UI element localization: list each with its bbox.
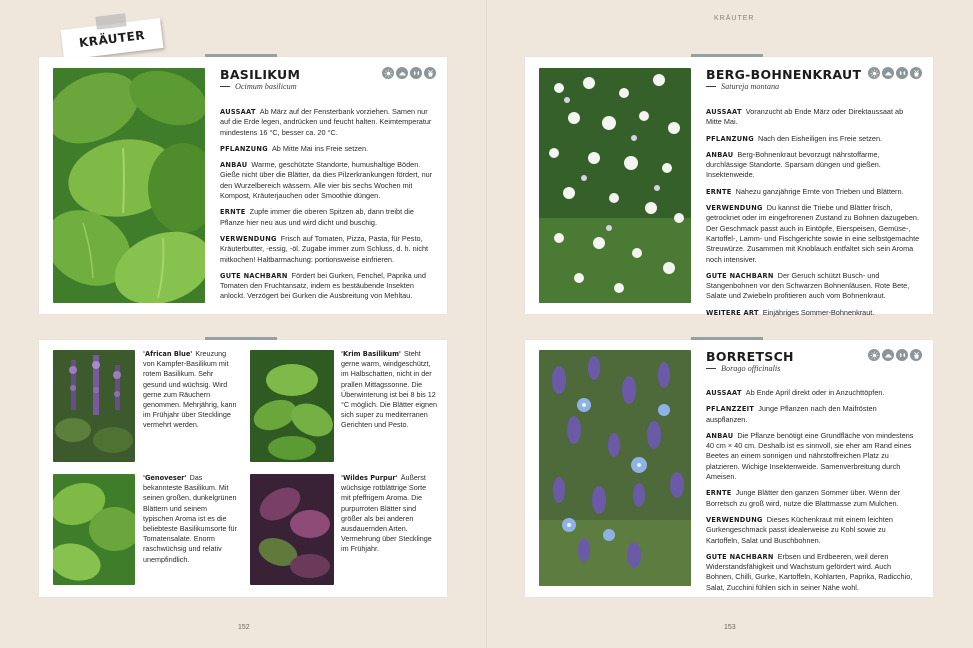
bohnenkraut-photo [539,68,691,303]
sun-icon [868,67,880,79]
basilikum-text: AUSSAAT Ab März auf der Fensterbank vorziehen. Samen nur auf die Erde legen, andrücken und feucht halten. Keimtemperatur mindestens 16 °C, besser ca. 20 °C. PFLANZUNG Ab Mitte Mai ins Freie setzen. ANBAU Warme, geschützte Standorte, humushaltige Böden. Gieße nicht über die Blätter, da dies Pilzerkrankungen fördert, nur den Wurzelbereich wässern. Alle vier bis sechs Wochen mit Kompost, Kräuterjauchen oder Smoothie düngen. ERNTE Zupfe immer die oberen Spitzen ab, dann treibt die Pflanze hier neu aus und wird dicht und buschig. VERWENDUNG Frisch auf Tomaten, Pizza, Pasta, für Pesto, Kräuterbutter, -essig, -öl. Zugabe immer zum Schluss, d. h. nicht mitkochen! Haltbarmachung: portionsweise einfrieren. GUTE NACHBARN Fördert bei Gurken, Fenchel, Paprika und Tomaten den Fruchtansatz, indem es bestäubende Insekten anlockt. Verzögert bei Gurken die Ausbreitung von Mehltau. [220,107,433,301]
pot-icon [910,67,922,79]
sun-icon [868,349,880,361]
running-head: KRÄUTER [714,15,755,22]
borretsch-photo [539,350,691,586]
entry-title: BERG-BOHNENKRAUT [706,67,862,82]
pot-icon [910,349,922,361]
variety-african-blue: 'African Blue' Kreuzung von Kampfer-Basilikum mit rotem Basilikum. Sehr gesund und wüchsig. Wird gerne zum Räuchern genommen. Mehrjährig, kann im Frühjahr über Stecklinge vermehrt werden. [143,349,237,430]
entry-latin-name: Borago officinalis [706,364,780,373]
card-accent-bar [691,337,763,340]
water-drops-icon [896,67,908,79]
pot-icon [424,67,436,79]
care-icons [382,67,436,79]
entry-latin-name: Ocimum basilicum [220,82,297,91]
variety-krim-basilikum: 'Krim Basilikum' Steht gerne warm, windgeschützt, im Halbschatten, nicht in der prallen Mittagssonne. Die Überwinterung ist bei 8 bis 12 °C möglich. Die Blätter eignen sich super zu mediterranen Gerichten und Pesto. [341,349,437,430]
african-blue-photo [53,350,135,462]
entry-title: BORRETSCH [706,349,794,364]
card-accent-bar [205,337,277,340]
variety-genoveser: 'Genoveser' Das bekannteste Basilikum. Mit seinen großen, dunkelgrünen Blättern und seinem typischen Aroma ist es die beliebteste Basilikumsorte für Tomatensalate. Enorm raschwüchsig und relativ unempfindlich. [143,473,237,564]
chapter-tab-label: KRÄUTER [61,18,164,60]
basil-photo [53,68,205,303]
card-borretsch [525,340,933,597]
krim-basil-photo [250,350,334,462]
card-berg-bohnenkraut [525,57,933,317]
half-shade-icon [396,67,408,79]
variety-wildes-purpur: 'Wildes Purpur' Äußerst wüchsige rotblättrige Sorte mit pfeffrigem Aroma. Die purpurroten Blätter sind größer als bei anderen ausdauernden Arten. Vermehrung über Stecklinge im Frühjahr. [341,473,432,554]
page-number-left: 152 [238,624,250,631]
card-basil-varieties [39,340,447,597]
book-fold [486,0,488,648]
card-basilikum [39,57,447,314]
page-number-right: 153 [724,624,736,631]
genoveser-photo [53,474,135,585]
water-drops-icon [410,67,422,79]
half-shade-icon [882,349,894,361]
care-icons [868,67,922,79]
entry-latin-name: Satureja montana [706,82,779,91]
card-accent-bar [205,54,277,57]
entry-title: BASILIKUM [220,67,301,82]
card-accent-bar [691,54,763,57]
borretsch-text: AUSSAAT Ab Ende April direkt oder in Anzuchttöpfen. PFLANZZEIT Junge Pflanzen nach den Maifrösten auspflanzen. ANBAU Die Pflanze benötigt eine Grundfläche von mindestens 40 cm × 40 cm. Deshalb ist es sinnvoll, sie eher am Rand eines Beetes an einem sonnigen und nährstoffreichen Platz zu platzieren. Wichige Insektenweide. Samenverbreitung durch Ameisen. ERNTE Junge Blätter den ganzen Sommer über. Wenn der Borretsch zu groß wird, nutze die Blattmasse zum Mulchen. VERWENDUNG Dieses Küchenkraut mit einem leichten Gurkengeschmack passt idealerweise zu Kohl sowie zu Kartoffeln, Salat und Buschbohnen. GUTE NACHBARN Erbsen und Erdbeeren, weil deren Widerstandsfähigkeit und Wachstum gefördert wird. Auch Bohnen, Chilli, Gurke, Kartoffeln, Kohlarten, Paprika, Radicchio, Salat, Zucchini fühlen sich in seiner Nähe wohl. [706,388,914,592]
sun-icon [382,67,394,79]
care-icons [868,349,922,361]
bohnenkraut-text: AUSSAAT Voranzucht ab Ende März oder Direktaussaat ab Mitte Mai. PFLANZUNG Nach den Eisheiligen ins Freie setzen. ANBAU Berg-Bohnenkraut bevorzugt nährstoffarme, durchlässige Standorte. Sparsam düngen und gießen. Insektenweide. ERNTE Nahezu ganzjährige Ernte von Trieben und Blättern. VERWENDUNG Du kannst die Triebe und Blätter frisch, getrocknet oder im eingefrorenen Zustand zu Bohnen dazugeben. Der Geschmack passt auch in Eintöpfe, Eierspeisen, Gemüse-, Kartoffel-, Lamm- und Fischgerichte sowie in eine selbstgemachte Streuwürze. Zusammen mit Knoblauch entfaltet sich sein Aroma noch intensiver. GUTE NACHBARN Der Geruch schützt Busch- und Stangenbohnen vor den Schwarzen Bohnenläusen. Rote Bete, Salate und Zwiebeln profitieren auch vom Bohnenkraut. WEITERE ART Einjähriges Sommer-Bohnenkraut. [706,107,920,317]
half-shade-icon [882,67,894,79]
water-drops-icon [896,349,908,361]
wildes-purpur-photo [250,474,334,585]
